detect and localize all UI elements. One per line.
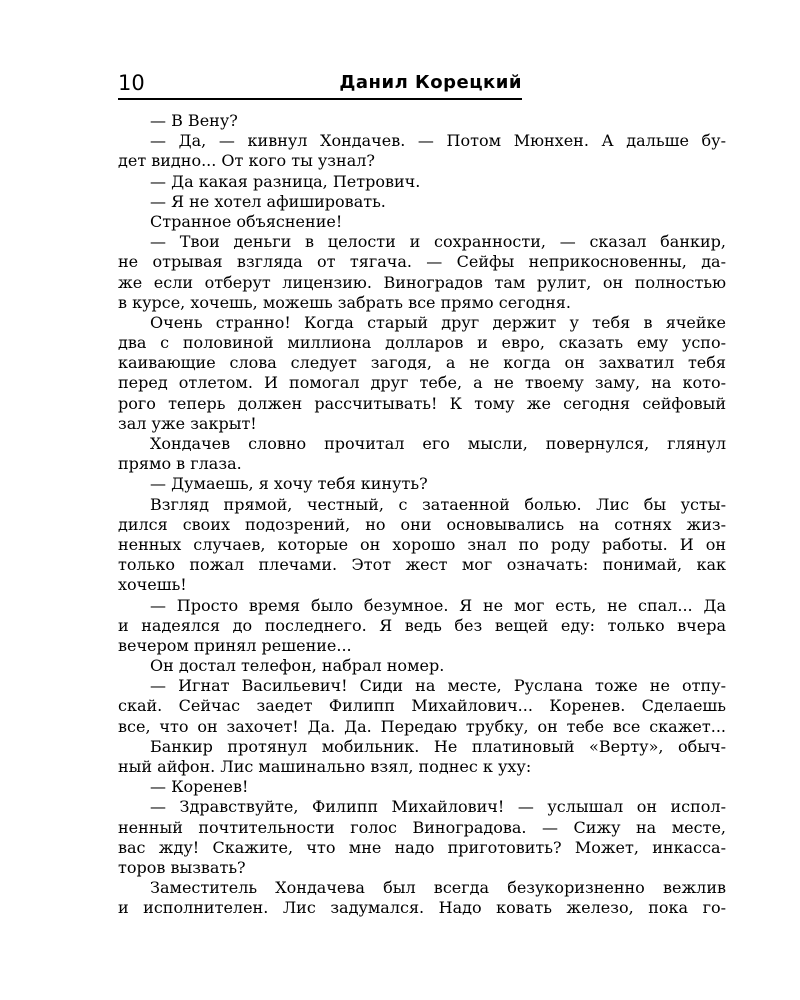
running-head	[118, 70, 522, 100]
text-line: каивающие слова следует загодя, а не когда он захватил тебя	[118, 353, 726, 373]
text-line: Он достал телефон, набрал номер.	[150, 656, 445, 676]
text-line: и исполнителен. Лис задумался. Надо ковать железо, пока го-	[118, 898, 726, 918]
page-number: 10	[118, 71, 145, 95]
text-line: Хондачев словно прочитал его мысли, повернулся, глянул	[150, 434, 726, 453]
text-line: рого теперь должен рассчитывать! К тому же сегодня сейфовый	[118, 393, 726, 413]
text-line: ненный почтительности голос Виноградова. — Сижу на месте,	[118, 817, 726, 837]
text-line: — Просто время было безумное. Я не мог есть, не спал... Да	[150, 595, 726, 615]
text-line: все, что он захочет! Да. Да. Передаю трубку, он тебе все скажет...	[118, 716, 726, 736]
text-line: зал уже закрыт!	[118, 413, 257, 433]
text-line: вечером принял решение...	[118, 635, 352, 655]
text-line: торов вызвать?	[118, 857, 246, 877]
text-line: ненных случаев, которые он хорошо знал по роду работы. И он	[118, 534, 726, 554]
text-line: — Да, — кивнул Хондачев. — Потом Мюнхен. А дальше бу-	[150, 131, 726, 151]
text-line: Взгляд прямой, честный, с затаенной болью. Лис бы усты-	[150, 494, 726, 514]
author-name: Данил Корецкий	[339, 72, 522, 93]
text-line: перед отлетом. И помогал друг тебе, а не твоему заму, на кото-	[118, 373, 726, 393]
body-text	[118, 111, 726, 919]
text-line: прямо в глаза.	[118, 454, 242, 474]
text-line: — Я не хотел афишировать.	[150, 191, 386, 211]
text-line: хочешь!	[118, 575, 187, 595]
text-line: вас жду! Скажите, что мне надо приготовить? Может, инкасса-	[118, 837, 726, 857]
text-line: — Игнат Васильевич! Сиди на месте, Руслана тоже не отпу-	[150, 676, 726, 696]
text-line: Заместитель Хондачева был всегда безукоризненно вежлив	[150, 878, 726, 898]
text-line: только пожал плечами. Этот жест мог означать: понимай, как	[118, 555, 726, 575]
text-line: не отрывая взгляда от тягача. — Сейфы неприкосновенны, да-	[118, 252, 726, 272]
text-line: скай. Сейчас заедет Филипп Михайлович... Коренев. Сделаешь	[118, 696, 726, 716]
text-line: ный айфон. Лис машинально взял, поднес к уху:	[118, 757, 532, 776]
text-line: же если отберут лицензию. Виноградов там рулит, он полностью	[118, 272, 726, 292]
text-line: Странное объяснение!	[150, 211, 343, 231]
text-line: — Да какая разница, Петрович.	[150, 171, 421, 191]
text-line: и надеялся до последнего. Я ведь без вещей еду: только вчера	[118, 615, 726, 635]
text-line: Очень странно! Когда старый друг держит у тебя в ячейке	[150, 312, 726, 332]
text-line: — Твои деньги в целости и сохранности, — сказал банкир,	[150, 232, 726, 252]
text-line: Банкир протянул мобильник. Не платиновый «Верту», обыч-	[150, 736, 726, 756]
text-line: дился своих подозрений, но они основывались на сотнях жиз-	[118, 514, 726, 534]
text-line: в курсе, хочешь, можешь забрать все прямо сегодня.	[118, 292, 571, 312]
text-line: два с половиной миллиона долларов и евро, сказать ему успо-	[118, 333, 726, 353]
text-line: — В Вену?	[150, 111, 238, 130]
text-line: дет видно... От кого ты узнал?	[118, 151, 375, 171]
text-line: — Здравствуйте, Филипп Михайлович! — услышал он испол-	[150, 797, 726, 817]
text-line: — Думаешь, я хочу тебя кинуть?	[150, 474, 428, 494]
text-line: — Коренев!	[150, 777, 249, 797]
